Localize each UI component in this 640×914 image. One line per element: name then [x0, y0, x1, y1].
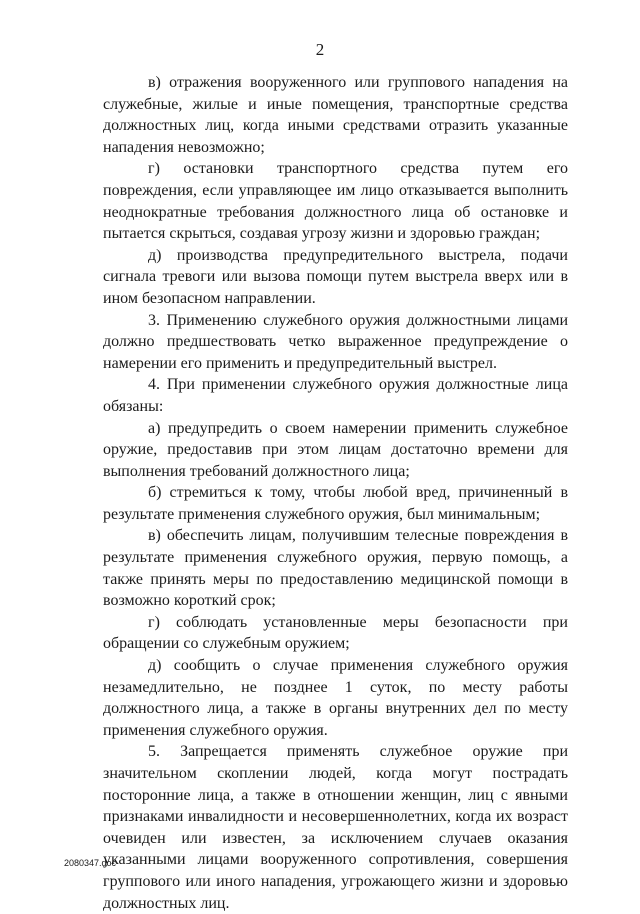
paragraph-3-warning: 3. Применению служебного оружия должностными лицами должно предшествовать четко выраженное предупреждение о намерении его применить и предупредительный выстрел.	[103, 311, 568, 372]
paragraph-v-repel-attack: в) отражения вооруженного или группового нападения на служебные, жилые и иные помещения, транспортные средства должностных лиц, когда иными средствами отразить указанные нападения невозможно;	[103, 74, 568, 156]
paragraph-d-warning-shot: д) производства предупредительного выстрела, подачи сигнала тревоги или вызова помощи путем выстрела вверх или в ином безопасном направлении.	[103, 246, 568, 307]
file-name-footer: 2080347.doc	[64, 858, 117, 868]
paragraph-v-first-aid: в) обеспечить лицам, получившим телесные повреждения в результате применения служебного оружия, первую помощь, а также принять меры по предоставлению медицинской помощи в возможно короткий срок;	[103, 527, 568, 610]
document-body	[103, 72, 568, 914]
paragraph-g-safety: г) соблюдать установленные меры безопасности при обращении со служебным оружием;	[103, 613, 568, 653]
paragraph-b-minimize-harm: б) стремиться к тому, чтобы любой вред, причиненный в результате применения служебного оружия, был минимальным;	[103, 484, 568, 523]
paragraph-d-report: д) сообщить о случае применения служебного оружия незамедлительно, не позднее 1 суток, по месту работы должностного лица, а также в органы внутренних дел по месту применения служебного оружия.	[103, 657, 568, 739]
paragraph-a-warn-intent: а) предупредить о своем намерении применить служебное оружие, предоставив при этом лицам достаточно времени для выполнения требований должностного лица;	[103, 419, 568, 480]
paragraph-g-stop-vehicle: г) остановки транспортного средства путем его повреждения, если управляющее им лицо отказывается выполнить неоднократные требования должностного лица об остановке и пытается скрыться, создавая угрозу жизни и здоровью граждан;	[103, 160, 568, 243]
paragraph-5-prohibitions: 5. Запрещается применять служебное оружие при значительном скоплении людей, когда могут пострадать посторонние лица, а также в отношении женщин, лиц с явными признаками инвалидности и несовершеннолетних, когда их возраст очевиден или известен, за исключением случаев оказания указанными лицами вооруженного сопротивления, совершения группового или иного нападения, угрожающего жизни и здоровью должностных лиц.	[103, 743, 568, 912]
page-number: 2	[315, 40, 325, 59]
paragraph-4-obligations: 4. При применении служебного оружия должностные лица обязаны:	[103, 376, 568, 415]
